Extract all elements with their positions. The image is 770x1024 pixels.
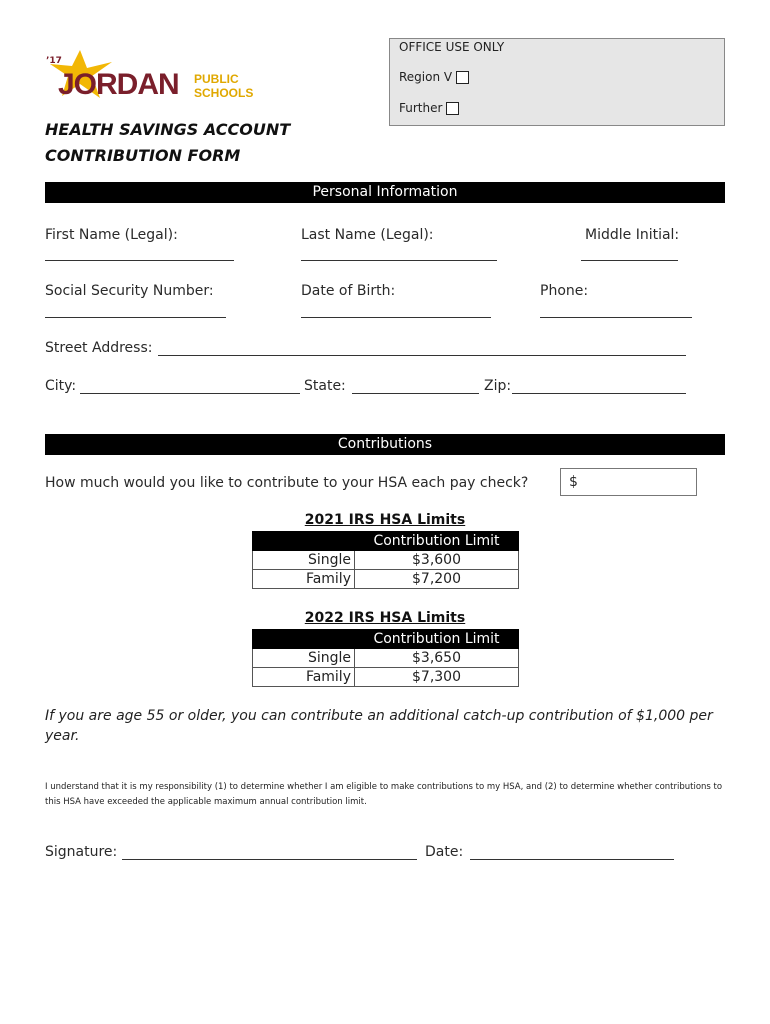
catchup-note: If you are age 55 or older, you can contribute an additional catch-up contribution of $1,000 per year. <box>45 708 713 744</box>
date-label: Date: <box>425 844 464 860</box>
disclaimer-text: I understand that it is my responsibility (1) to determine whether I am eligible to make contributions to my HSA, and (2) to determine whether contributions to this HSA have exceeded the applicable maximum annual contribution limit. <box>45 782 723 807</box>
contributions-header: Contributions <box>45 434 725 455</box>
further-checkbox[interactable] <box>446 102 459 115</box>
limits-2022-col-header: Contribution Limit <box>355 630 519 649</box>
ssn-label: Social Security Number: <box>45 283 214 299</box>
logo-line2: SCHOOLS <box>194 86 254 100</box>
city-field[interactable] <box>80 393 300 394</box>
table-row <box>253 668 519 687</box>
limits-2022-caption: 2022 IRS HSA Limits <box>304 610 466 626</box>
row-label: Family <box>253 570 355 589</box>
phone-field[interactable] <box>540 317 692 318</box>
office-use-box <box>389 38 725 126</box>
table-row <box>253 551 519 570</box>
region-label: Region V <box>399 70 453 84</box>
table-row <box>253 649 519 668</box>
middle-initial-label: Middle Initial: <box>585 227 680 243</box>
first-name-field[interactable] <box>45 260 234 261</box>
ssn-field[interactable] <box>45 317 226 318</box>
row-value: $3,600 <box>355 551 519 570</box>
table-row <box>253 570 519 589</box>
last-name-label: Last Name (Legal): <box>301 227 434 243</box>
street-field[interactable] <box>158 355 686 356</box>
street-label: Street Address: <box>45 340 153 356</box>
form-title-line2: CONTRIBUTION FORM <box>45 146 241 165</box>
row-label: Single <box>253 649 355 668</box>
further-row <box>399 101 459 115</box>
dob-field[interactable] <box>301 317 491 318</box>
signature-field[interactable] <box>122 859 417 860</box>
logo-line1: PUBLIC <box>194 72 239 86</box>
first-name-label: First Name (Legal): <box>45 227 178 243</box>
row-value: $7,200 <box>355 570 519 589</box>
further-label: Further <box>399 101 443 115</box>
office-title: OFFICE USE ONLY <box>399 40 505 54</box>
row-label: Family <box>253 668 355 687</box>
state-label: State: <box>304 378 346 394</box>
city-label: City: <box>45 378 77 394</box>
date-field[interactable] <box>470 859 674 860</box>
last-name-field[interactable] <box>301 260 497 261</box>
limits-2021-caption: 2021 IRS HSA Limits <box>304 512 466 528</box>
logo-year: ’17 <box>46 56 62 66</box>
zip-label: Zip: <box>484 378 512 394</box>
limits-2021-table <box>252 531 519 589</box>
row-label: Single <box>253 551 355 570</box>
dob-label: Date of Birth: <box>301 283 396 299</box>
logo-name: JORDAN <box>58 68 179 101</box>
limits-2022-table <box>252 629 519 687</box>
row-value: $7,300 <box>355 668 519 687</box>
zip-field[interactable] <box>512 393 686 394</box>
contribution-question: How much would you like to contribute to your HSA each pay check? <box>45 475 529 491</box>
region-row <box>399 70 469 84</box>
form-title-line1: HEALTH SAVINGS ACCOUNT <box>45 120 291 139</box>
district-logo <box>46 46 266 106</box>
state-field[interactable] <box>352 393 479 394</box>
row-value: $3,650 <box>355 649 519 668</box>
limits-2021-col-header: Contribution Limit <box>355 532 519 551</box>
contribution-amount-input[interactable] <box>560 468 697 496</box>
region-checkbox[interactable] <box>456 71 469 84</box>
middle-initial-field[interactable] <box>581 260 678 261</box>
currency-symbol: $ <box>569 474 578 490</box>
personal-info-header: Personal Information <box>45 182 725 203</box>
signature-label: Signature: <box>45 844 118 860</box>
phone-label: Phone: <box>540 283 589 299</box>
